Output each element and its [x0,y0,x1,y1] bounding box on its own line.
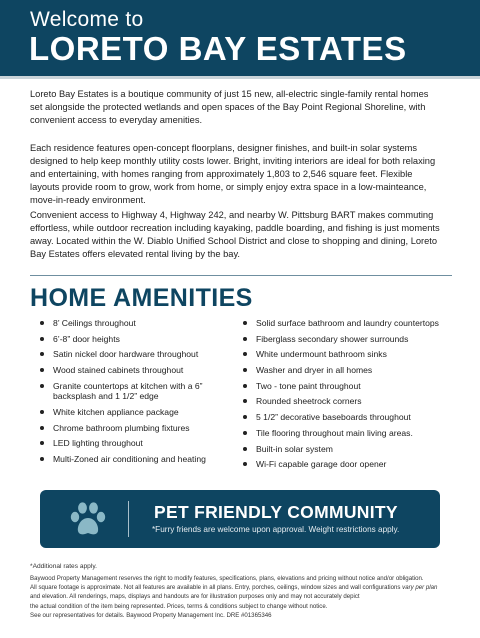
bullet-icon [40,457,44,461]
bullet-icon [40,352,44,356]
intro-paragraph-2: Each residence features open-concept floorplans, designer finishes, and built-in solar systems designed to help keep monthly utility costs lower. Bright, inviting interiors are ideal for both relaxing and entertaining, with homes ranging from approximately 1,803 to 2,546 square feet. Flexible layouts provide room to grow, work from home, or simply enjoy extra space in a low-mainteance, move-in-ready environment. [30,143,436,205]
pet-title: PET FRIENDLY COMMUNITY [154,502,398,522]
paw-icon [68,500,108,538]
bullet-icon [243,321,247,325]
list-item: Satin nickel door hardware throughout [40,349,240,360]
bullet-icon [243,431,247,435]
bullet-icon [243,399,247,403]
bullet-icon [40,321,44,325]
amenities-list-right [243,318,453,475]
bullet-icon [243,462,247,466]
intro-paragraph-1: Loreto Bay Estates is a boutique community of just 15 new, all-electric single-family rental homes set alongside the protected wetlands and open spaces of the Bay Point Regional Shoreline, with convenient access to everyday amenities. [30,89,429,125]
list-item: Fiberglass secondary shower surrounds [243,334,453,345]
disclaimer-line: and elevation. All renderings, maps, displays and handouts are for illustration purposes only and may not accurately depict [30,593,360,601]
bullet-icon [243,337,247,341]
list-item: Built-in solar system [243,444,453,455]
amenities-heading: HOME AMENITIES [30,284,253,312]
bullet-icon [243,384,247,388]
header-banner [0,0,480,76]
page-title: LORETO BAY ESTATES [29,30,407,67]
disclaimer-line: See our representatives for details. Baywood Property Management Inc. DRE #01365346 [30,611,272,619]
pet-friendly-banner [40,490,440,548]
bullet-icon [40,337,44,341]
disclaimer-line: All square footage is approximate. Not all features are available in all plans. Entry, porches, ceilings, window sizes and wall configurations vary per plan [30,584,438,592]
list-item: LED lighting throughout [40,438,240,449]
banner-separator [128,501,129,537]
header-rule [0,76,480,79]
disclaimer [30,574,450,620]
list-item: Two - tone paint throughout [243,381,453,392]
bullet-icon [40,384,44,388]
list-item: Wood stained cabinets throughout [40,365,240,376]
list-item: 6’-8” door heights [40,334,240,345]
disclaimer-line: the actual condition of the item being represented. Prices, terms & conditions subject to change without notice. [30,602,328,610]
list-item: White kitchen appliance package [40,407,240,418]
additional-rates-note: *Additional rates apply. [30,563,97,570]
amenities-list-left [40,318,240,470]
welcome-text: Welcome to [30,8,144,31]
list-item: 5 1/2” decorative baseboards throughout [243,412,453,423]
pet-subtitle: *Furry friends are welcome upon approval. Weight restrictions apply. [152,525,400,534]
list-item: 8’ Ceilings throughout [40,318,240,329]
bullet-icon [40,368,44,372]
list-item: Tile flooring throughout main living areas. [243,428,453,439]
intro-paragraph-3: Convenient access to Highway 4, Highway 242, and nearby W. Pittsburg BART makes commuting effortless, while outdoor recreation including kayaking, paddle boarding, and fishing is just moments away. Located within the W. Diablo Unified School District and close to shopping and dining, Loreto Bay Estates offers elevated rental living by the bay. [30,210,440,259]
bullet-icon [40,426,44,430]
bullet-icon [243,415,247,419]
list-item: Granite countertops at kitchen with a 6” backsplash and 1 1/2” edge [40,381,228,402]
bullet-icon [40,410,44,414]
section-divider [30,275,452,276]
list-item: White undermount bathroom sinks [243,349,453,360]
list-item: Chrome bathroom plumbing fixtures [40,423,240,434]
bullet-icon [243,352,247,356]
bullet-icon [243,447,247,451]
disclaimer-line: Baywood Property Management reserves the right to modify features, specifications, plans, elevations and pricing without notice and/or obligation. [30,575,424,582]
list-item: Washer and dryer in all homes [243,365,453,376]
list-item: Wi-Fi capable garage door opener [243,459,453,470]
list-item: Rounded sheetrock corners [243,396,453,407]
list-item: Multi-Zoned air conditioning and heating [40,454,240,465]
bullet-icon [243,368,247,372]
list-item: Solid surface bathroom and laundry countertops [243,318,453,329]
bullet-icon [40,441,44,445]
